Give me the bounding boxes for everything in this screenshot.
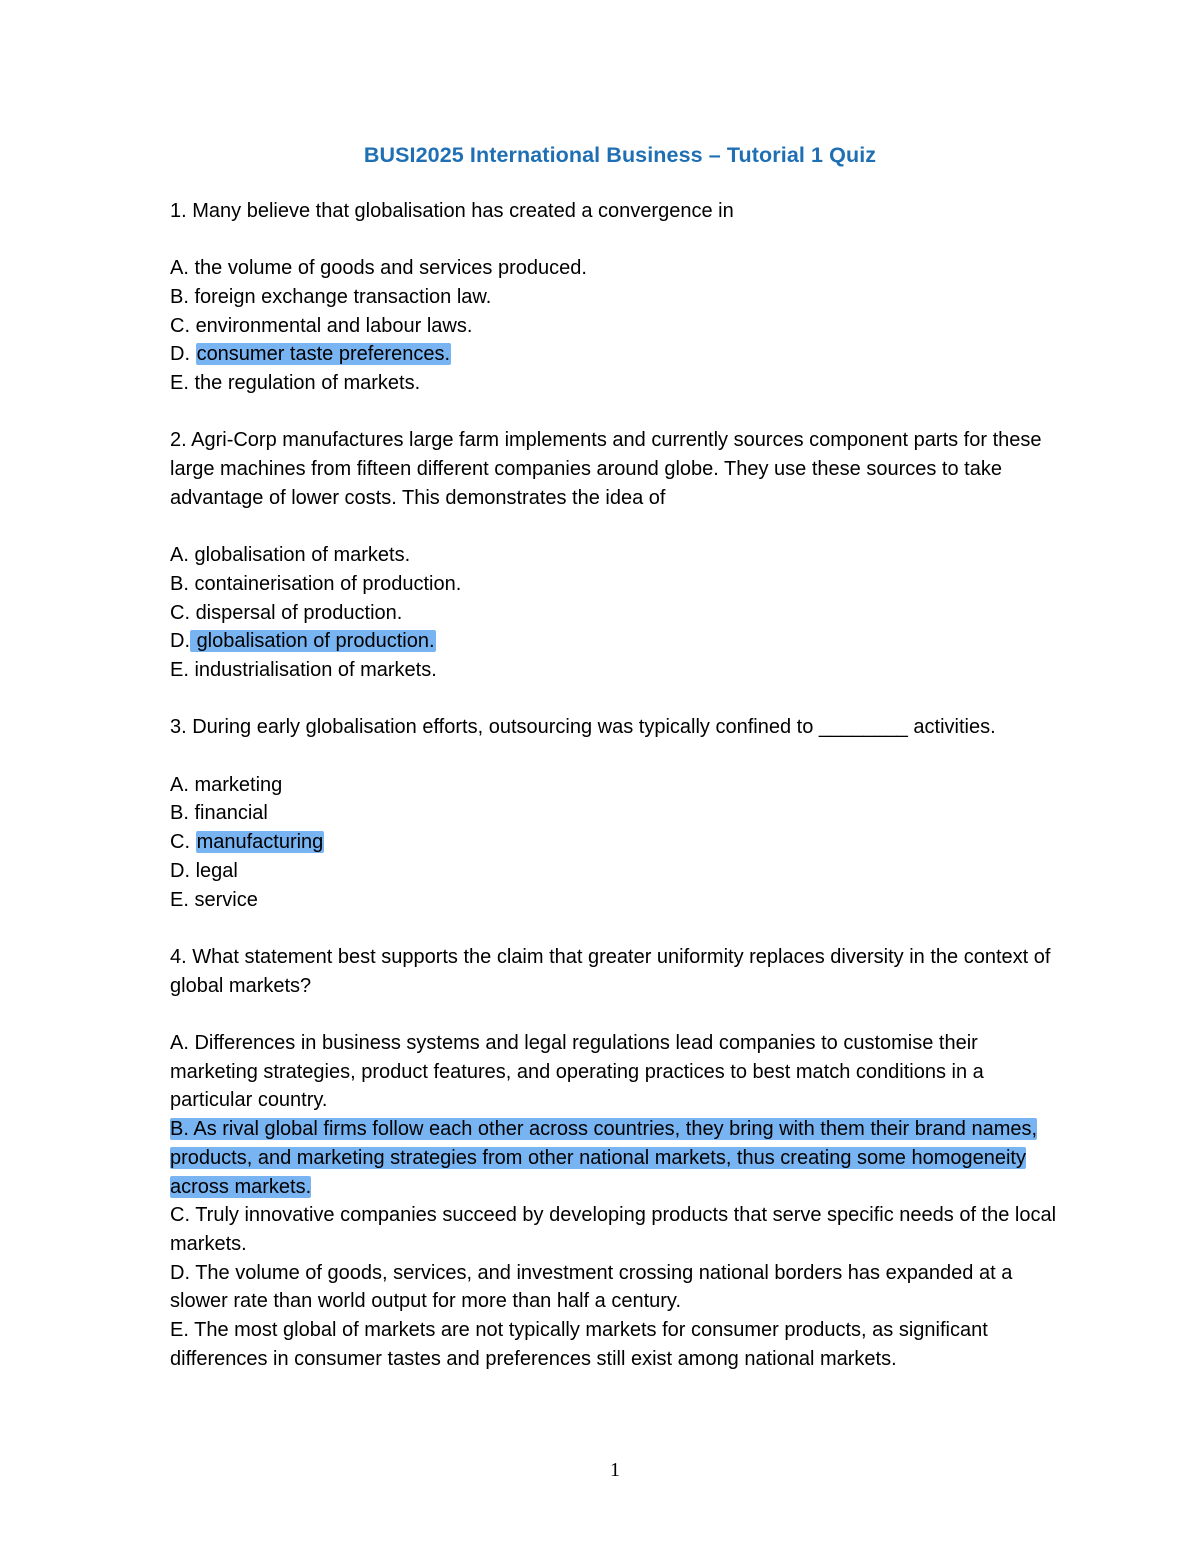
option-text: dispersal of production.	[195, 601, 403, 624]
option-text: Differences in business systems and legal regulations lead companies to customise their marketing strategies, product features, and operating practices to best match conditions in a particular country.	[170, 1031, 984, 1112]
option-b	[170, 799, 1070, 828]
question-stem: 1. Many believe that globalisation has created a convergence in	[170, 199, 734, 222]
option-letter: E.	[170, 1319, 189, 1342]
option-d	[170, 857, 1070, 886]
document-title: BUSI2025 International Business – Tutorial 1 Quiz	[363, 143, 877, 167]
option-d	[170, 1259, 1070, 1316]
option-text: industrialisation of markets.	[194, 658, 437, 681]
option-text: the volume of goods and services produced.	[194, 257, 587, 280]
option-letter: A.	[170, 544, 189, 567]
option-d-answer	[170, 340, 1070, 369]
option-letter: C.	[170, 314, 190, 337]
question-stem: 4. What statement best supports the claim that greater uniformity replaces diversity in the context of global markets?	[170, 945, 1051, 997]
option-text: foreign exchange transaction law.	[194, 285, 492, 308]
option-a	[170, 254, 1070, 283]
highlighted-answer-inner: As rival global firms follow each other across countries, they bring with them their brand names, products, and marketing strategies from other national markets, thus creating some homogeneity across markets.	[170, 1118, 1038, 1198]
option-c-answer	[170, 828, 1070, 857]
option-e	[170, 656, 1070, 685]
option-letter: A.	[170, 773, 189, 796]
option-letter: C.	[170, 1204, 190, 1227]
option-b	[170, 283, 1070, 312]
option-b	[170, 570, 1070, 599]
option-text: marketing	[194, 773, 283, 796]
option-letter: E.	[170, 371, 189, 394]
option-e	[170, 1316, 1070, 1373]
question-3	[170, 713, 1070, 914]
option-text: The volume of goods, services, and investment crossing national borders has expanded at a slower rate than world output for more than half a century.	[170, 1261, 1013, 1313]
question-stem: 3. During early globalisation efforts, outsourcing was typically confined to ________ activities.	[170, 716, 996, 739]
option-text: containerisation of production.	[194, 572, 462, 595]
option-text: The most global of markets are not typically markets for consumer products, as significant differences in consumer tastes and preferences still exist among national markets.	[170, 1319, 988, 1370]
option-b-answer	[170, 1115, 1070, 1201]
option-letter: D.	[170, 859, 190, 882]
option-e	[170, 369, 1070, 398]
option-letter: A.	[170, 257, 189, 280]
document-body	[170, 141, 1070, 1402]
option-letter: B.	[170, 802, 189, 825]
option-text: globalisation of markets.	[194, 544, 411, 567]
option-letter: D.	[170, 630, 190, 653]
option-text: Truly innovative companies succeed by developing products that serve specific needs of the local markets.	[170, 1204, 1057, 1255]
option-a	[170, 771, 1070, 800]
option-a	[170, 1029, 1070, 1115]
highlighted-answer-text	[170, 1118, 1037, 1197]
option-letter: B.	[170, 285, 189, 308]
highlighted-answer-inner: globalisation of production.	[196, 630, 435, 653]
option-d-answer	[170, 627, 1070, 656]
option-text: environmental and labour laws.	[195, 314, 473, 337]
question-1	[170, 197, 1070, 398]
highlighted-answer-text: manufacturing	[196, 831, 324, 854]
highlighted-answer-text: consumer taste preferences.	[196, 343, 451, 366]
option-letter: A.	[170, 1031, 189, 1054]
option-c	[170, 312, 1070, 341]
option-letter: B.	[170, 1118, 189, 1141]
option-text: service	[194, 888, 258, 911]
page-number: 1	[610, 1459, 620, 1481]
option-letter: B.	[170, 572, 189, 595]
option-letter: E.	[170, 658, 189, 681]
option-c	[170, 599, 1070, 628]
highlighted-answer-text	[190, 630, 436, 652]
question-4	[170, 943, 1070, 1374]
question-stem: 2. Agri-Corp manufactures large farm implements and currently sources component parts for these large machines from fifteen different companies around globe. They use these sources to take advantage of lower costs. This demonstrates the idea of	[170, 429, 1042, 509]
option-letter: D.	[170, 1261, 190, 1284]
option-text: financial	[194, 802, 268, 825]
option-letter: C.	[170, 601, 190, 624]
option-letter: D.	[170, 343, 190, 366]
option-a	[170, 541, 1070, 570]
option-letter: C.	[170, 831, 190, 854]
option-text: legal	[195, 859, 238, 882]
option-text: the regulation of markets.	[194, 371, 421, 394]
option-c	[170, 1201, 1070, 1258]
option-letter: E.	[170, 888, 189, 911]
question-2	[170, 426, 1070, 684]
option-e	[170, 886, 1070, 915]
